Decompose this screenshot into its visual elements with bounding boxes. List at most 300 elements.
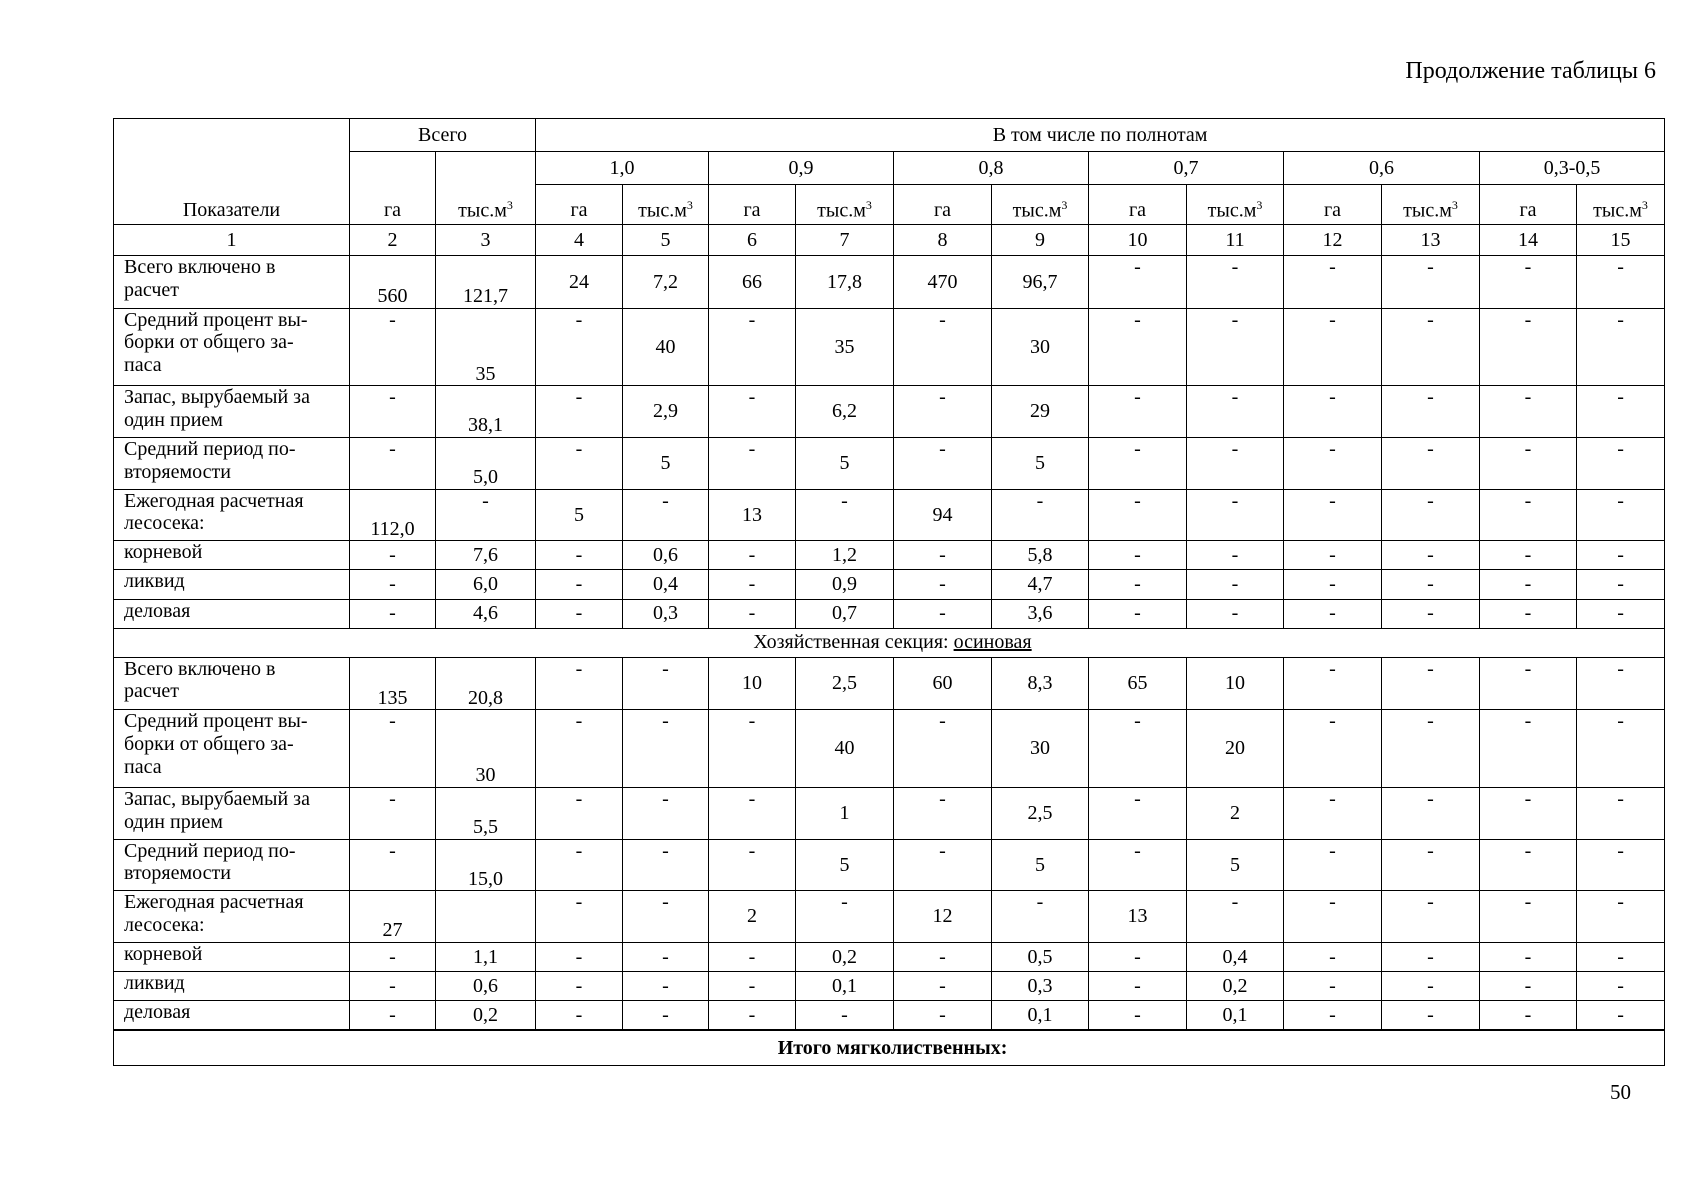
table-cell: - (1284, 541, 1382, 570)
table-cell: 0,7 (796, 599, 894, 628)
table-cell: - (709, 438, 796, 490)
table-cell: 20 (1187, 710, 1284, 788)
table-cell: 112,0 (350, 489, 436, 541)
table-cell: - (1480, 489, 1577, 541)
column-number: 1 (114, 225, 350, 256)
table-cell: - (1382, 541, 1480, 570)
table-cell: 470 (894, 256, 992, 309)
table-cell: - (1480, 657, 1577, 710)
column-number: 14 (1480, 225, 1577, 256)
table-row (114, 438, 1665, 490)
table-cell: - (894, 386, 992, 438)
table-cell: - (1382, 710, 1480, 788)
table-cell: - (796, 1001, 894, 1030)
table-cell: 6,0 (436, 570, 536, 599)
table-cell: - (536, 943, 623, 972)
row-label: ликвид (114, 972, 350, 1001)
table-cell: - (894, 438, 992, 490)
table-cell: 1 (796, 788, 894, 840)
table-row (114, 943, 1665, 972)
table-cell: 30 (992, 308, 1089, 386)
table-cell: 0,4 (1187, 943, 1284, 972)
table-cell: - (536, 541, 623, 570)
forest-harvest-table (113, 118, 1665, 1066)
table-cell: 24 (536, 256, 623, 309)
column-number: 9 (992, 225, 1089, 256)
table-cell: - (536, 891, 623, 943)
row-label: деловая (114, 1001, 350, 1030)
table-cell: - (1089, 541, 1187, 570)
header-unit-volume: $тыс.м^3$ (1187, 185, 1284, 225)
table-cell: - (894, 943, 992, 972)
table-cell: - (709, 788, 796, 840)
row-label: корневой (114, 541, 350, 570)
table-cell: - (1284, 308, 1382, 386)
table-cell: - (350, 308, 436, 386)
table-cell: 0,2 (796, 943, 894, 972)
row-label: Ежегодная расчетная лесосека: (114, 891, 350, 943)
table-cell: - (709, 541, 796, 570)
table-cell: - (1577, 1001, 1665, 1030)
table-cell: 35 (796, 308, 894, 386)
header-unit-volume: $тыс.м^3$ (1382, 185, 1480, 225)
table-cell: - (1382, 599, 1480, 628)
table-cell: 66 (709, 256, 796, 309)
table-cell: 40 (623, 308, 709, 386)
table-row (114, 710, 1665, 788)
table-cell: - (1382, 788, 1480, 840)
column-number: 3 (436, 225, 536, 256)
table-cell: 40 (796, 710, 894, 788)
row-label: Запас, вырубаемый за один прием (114, 386, 350, 438)
total-label: Итого мягколиственных: (114, 1030, 1665, 1066)
table-cell: - (1480, 570, 1577, 599)
header-density: 0,8 (894, 152, 1089, 185)
table-row (114, 839, 1665, 891)
table-cell: 2,5 (992, 788, 1089, 840)
table-cell: 5 (1187, 839, 1284, 891)
column-number: 10 (1089, 225, 1187, 256)
section-row (114, 628, 1665, 657)
table-cell: - (709, 599, 796, 628)
table-cell: - (1382, 386, 1480, 438)
table-cell: 35 (436, 308, 536, 386)
table-cell: - (623, 972, 709, 1001)
table-cell: - (623, 657, 709, 710)
table-row (114, 386, 1665, 438)
header-total: Всего (350, 119, 536, 152)
table-cell: - (1284, 972, 1382, 1001)
header-density: 0,6 (1284, 152, 1480, 185)
table-cell: 10 (709, 657, 796, 710)
table-cell: 0,5 (992, 943, 1089, 972)
table-cell: - (1382, 308, 1480, 386)
table-cell: - (1577, 308, 1665, 386)
table-cell: - (1187, 599, 1284, 628)
table-cell: - (1187, 256, 1284, 309)
column-number: 15 (1577, 225, 1665, 256)
total-row (114, 1030, 1665, 1066)
table-cell: - (1089, 386, 1187, 438)
table-cell: - (894, 788, 992, 840)
page-number: 50 (1610, 1080, 1631, 1104)
table-cell: - (1480, 541, 1577, 570)
table-cell: 1,2 (796, 541, 894, 570)
table-cell: - (350, 788, 436, 840)
table-cell: - (1577, 570, 1665, 599)
table-cell: - (536, 386, 623, 438)
table-cell: - (1577, 489, 1665, 541)
table-cell: - (350, 386, 436, 438)
row-label: Средний период по- вторяемости (114, 438, 350, 490)
table-row (114, 570, 1665, 599)
row-label: ликвид (114, 570, 350, 599)
table-row (114, 256, 1665, 309)
table-cell: - (1480, 308, 1577, 386)
table-cell: - (350, 1001, 436, 1030)
header-density: 1,0 (536, 152, 709, 185)
table-cell: 13 (1089, 891, 1187, 943)
table-cell: - (1089, 839, 1187, 891)
table-cell: - (623, 839, 709, 891)
header-by-density: В том числе по полнотам (536, 119, 1665, 152)
table-cell: - (350, 541, 436, 570)
table-row (114, 972, 1665, 1001)
table-cell: - (1480, 1001, 1577, 1030)
table-row (114, 308, 1665, 386)
table-cell: 60 (894, 657, 992, 710)
table-cell: - (1187, 541, 1284, 570)
row-label: деловая (114, 599, 350, 628)
header-density: 0,3-0,5 (1480, 152, 1665, 185)
row-label: корневой (114, 943, 350, 972)
table-cell: - (894, 839, 992, 891)
table-cell: - (1284, 1001, 1382, 1030)
table-cell: - (1577, 943, 1665, 972)
header-unit-ha: га (536, 185, 623, 225)
table-cell: - (1382, 891, 1480, 943)
table-cell: - (1480, 972, 1577, 1001)
header-density: 0,9 (709, 152, 894, 185)
table-cell: - (350, 570, 436, 599)
table-cell: - (1577, 788, 1665, 840)
header-unit-ha: га (1284, 185, 1382, 225)
table-cell: - (1284, 943, 1382, 972)
table-cell: 5,0 (436, 438, 536, 490)
table-cell: - (536, 839, 623, 891)
table-cell: - (1480, 839, 1577, 891)
table-cell: 0,1 (796, 972, 894, 1001)
table-cell: 2,5 (796, 657, 894, 710)
table-cell: 30 (992, 710, 1089, 788)
table-cell: 4,6 (436, 599, 536, 628)
table-cell: - (894, 570, 992, 599)
table-cell: - (1480, 386, 1577, 438)
header-unit-ha: га (709, 185, 796, 225)
table-cell: - (1382, 839, 1480, 891)
table-cell: - (894, 972, 992, 1001)
table-cell: 560 (350, 256, 436, 309)
table-cell: - (536, 657, 623, 710)
table-cell: - (1187, 438, 1284, 490)
table-cell: 5,5 (436, 788, 536, 840)
table-cell: 94 (894, 489, 992, 541)
table-cell: - (1187, 386, 1284, 438)
table-cell: 0,4 (623, 570, 709, 599)
table-cell: - (1382, 943, 1480, 972)
table-cell: - (350, 839, 436, 891)
table-cell: - (1284, 386, 1382, 438)
table-cell: 0,2 (436, 1001, 536, 1030)
header-unit-ha: га (1480, 185, 1577, 225)
table-cell (436, 891, 536, 943)
table-cell: - (992, 489, 1089, 541)
table-cell: 0,2 (1187, 972, 1284, 1001)
table-cell: 96,7 (992, 256, 1089, 309)
table-cell: - (350, 438, 436, 490)
table-cell: 6,2 (796, 386, 894, 438)
table-cell: - (709, 839, 796, 891)
table-cell: - (894, 1001, 992, 1030)
table-cell: 5 (992, 839, 1089, 891)
table-cell: 13 (709, 489, 796, 541)
table-cell: - (1089, 972, 1187, 1001)
column-number: 2 (350, 225, 436, 256)
table-cell: - (536, 599, 623, 628)
table-cell: - (350, 599, 436, 628)
table-row (114, 489, 1665, 541)
table-cell: - (992, 891, 1089, 943)
column-numbers-row (114, 225, 1665, 256)
table-row (114, 599, 1665, 628)
header-unit-ha: га (894, 185, 992, 225)
table-cell: 10 (1187, 657, 1284, 710)
table-cell: - (1577, 657, 1665, 710)
table-cell: - (536, 710, 623, 788)
table-cell: - (1480, 438, 1577, 490)
table-cell: - (709, 570, 796, 599)
table-cell: - (1089, 256, 1187, 309)
header-unit-volume: $тыс.м^3$ (436, 152, 536, 225)
header-unit-volume: $тыс.м^3$ (796, 185, 894, 225)
table-cell: - (1187, 570, 1284, 599)
table-cell: - (1577, 438, 1665, 490)
table-cell: - (1284, 710, 1382, 788)
table-cell: - (1089, 710, 1187, 788)
table-cell: - (709, 972, 796, 1001)
table-cell: - (894, 599, 992, 628)
table-cell: - (536, 788, 623, 840)
table-cell: - (1480, 788, 1577, 840)
table-cell: - (536, 972, 623, 1001)
row-label: Средний период по- вторяемости (114, 839, 350, 891)
table-cell: - (796, 489, 894, 541)
table-cell: - (1089, 599, 1187, 628)
table-cell: - (1480, 891, 1577, 943)
header-unit-volume: $тыс.м^3$ (1577, 185, 1665, 225)
table-cell: 0,9 (796, 570, 894, 599)
table-cell: - (536, 570, 623, 599)
table-cell: 2 (709, 891, 796, 943)
table-cell: - (1284, 489, 1382, 541)
table-cell: - (536, 1001, 623, 1030)
table-cell: 5 (536, 489, 623, 541)
table-cell: - (1577, 972, 1665, 1001)
table-cell: - (1577, 599, 1665, 628)
header-unit-ha: га (350, 152, 436, 225)
table-cell: - (894, 308, 992, 386)
table-cell: - (623, 710, 709, 788)
table-cell: 3,6 (992, 599, 1089, 628)
table-cell: - (350, 972, 436, 1001)
column-number: 4 (536, 225, 623, 256)
table-cell: 121,7 (436, 256, 536, 309)
table-cell: 38,1 (436, 386, 536, 438)
table-cell: 4,7 (992, 570, 1089, 599)
table-cell: - (709, 1001, 796, 1030)
table-cell: 0,1 (992, 1001, 1089, 1030)
table-cell: 27 (350, 891, 436, 943)
column-number: 11 (1187, 225, 1284, 256)
table-cell: - (1089, 788, 1187, 840)
table-cell: - (1382, 438, 1480, 490)
table-cell: - (1187, 489, 1284, 541)
table-cell: - (1577, 256, 1665, 309)
table-cell: - (1577, 839, 1665, 891)
table-cell: 135 (350, 657, 436, 710)
table-cell: - (709, 943, 796, 972)
table-cell: - (1187, 308, 1284, 386)
table-cell: - (1284, 891, 1382, 943)
header-unit-volume: $тыс.м^3$ (623, 185, 709, 225)
row-label: Средний процент вы- борки от общего за- паса (114, 710, 350, 788)
table-cell: - (623, 943, 709, 972)
table-cell: 29 (992, 386, 1089, 438)
column-number: 13 (1382, 225, 1480, 256)
table-cell: - (1089, 308, 1187, 386)
table-cell: - (1284, 438, 1382, 490)
header-unit-ha: га (1089, 185, 1187, 225)
row-label: Запас, вырубаемый за один прием (114, 788, 350, 840)
table-row (114, 788, 1665, 840)
table-cell: - (1089, 943, 1187, 972)
table-cell: 5 (623, 438, 709, 490)
table-cell: 5 (796, 438, 894, 490)
table-cell: 30 (436, 710, 536, 788)
table-cell: 0,1 (1187, 1001, 1284, 1030)
table-cell: - (1480, 599, 1577, 628)
table-row (114, 657, 1665, 710)
table-cell: - (1089, 438, 1187, 490)
table-cell: 7,6 (436, 541, 536, 570)
table-cell: 1,1 (436, 943, 536, 972)
table-row (114, 541, 1665, 570)
table-cell: - (1284, 256, 1382, 309)
table-cell: - (623, 489, 709, 541)
table-cell: - (1089, 489, 1187, 541)
table-cell: - (436, 489, 536, 541)
header-indicators: Показатели (114, 119, 350, 225)
table-cell: 20,8 (436, 657, 536, 710)
table-cell: - (350, 710, 436, 788)
table-cell: - (1480, 943, 1577, 972)
table-cell: - (709, 386, 796, 438)
table-cell: - (623, 1001, 709, 1030)
table-cell: - (894, 710, 992, 788)
column-number: 6 (709, 225, 796, 256)
table-cell: - (1480, 256, 1577, 309)
table-cell: - (1382, 972, 1480, 1001)
table-cell: - (894, 541, 992, 570)
table-cell: 5,8 (992, 541, 1089, 570)
table-cell: - (1577, 891, 1665, 943)
table-cell: - (1089, 570, 1187, 599)
table-cell: 65 (1089, 657, 1187, 710)
table-cell: 0,6 (436, 972, 536, 1001)
table-cell: - (1577, 710, 1665, 788)
table-cell: - (350, 943, 436, 972)
table-cell: - (1089, 1001, 1187, 1030)
table-row (114, 891, 1665, 943)
table-cell: 2 (1187, 788, 1284, 840)
column-number: 8 (894, 225, 992, 256)
table-cell: 15,0 (436, 839, 536, 891)
header-unit-volume: $тыс.м^3$ (992, 185, 1089, 225)
table-cell: - (1577, 386, 1665, 438)
table-cell: - (1284, 570, 1382, 599)
table-cell: - (709, 308, 796, 386)
row-label: Всего включено в расчет (114, 256, 350, 309)
table-cell: - (1382, 1001, 1480, 1030)
row-label: Всего включено в расчет (114, 657, 350, 710)
table-cell: - (796, 891, 894, 943)
table-cell: - (536, 438, 623, 490)
table-cell: - (1480, 710, 1577, 788)
continuation-title: Продолжение таблицы 6 (1405, 58, 1656, 84)
table-cell: 0,6 (623, 541, 709, 570)
table-cell: 8,3 (992, 657, 1089, 710)
table-cell: 0,3 (623, 599, 709, 628)
table-cell: - (623, 891, 709, 943)
column-number: 12 (1284, 225, 1382, 256)
table-cell: - (709, 710, 796, 788)
header-density: 0,7 (1089, 152, 1284, 185)
row-label: Средний процент вы- борки от общего за- паса (114, 308, 350, 386)
table-cell: 2,9 (623, 386, 709, 438)
section-label: Хозяйственная секция: осиновая (114, 628, 1665, 657)
table-cell: - (623, 788, 709, 840)
table-cell: - (1577, 541, 1665, 570)
column-number: 5 (623, 225, 709, 256)
table-cell: - (1284, 839, 1382, 891)
table-cell: - (1284, 788, 1382, 840)
table-cell: 12 (894, 891, 992, 943)
table-cell: - (1382, 657, 1480, 710)
table-cell: - (1284, 657, 1382, 710)
table-cell: 17,8 (796, 256, 894, 309)
table-cell: - (1382, 570, 1480, 599)
table-cell: - (536, 308, 623, 386)
table-cell: 0,3 (992, 972, 1089, 1001)
table-cell: - (1382, 489, 1480, 541)
table-cell: 5 (992, 438, 1089, 490)
row-label: Ежегодная расчетная лесосека: (114, 489, 350, 541)
table-cell: 5 (796, 839, 894, 891)
table-cell: 7,2 (623, 256, 709, 309)
table-row (114, 1001, 1665, 1030)
column-number: 7 (796, 225, 894, 256)
section-name: осиновая (953, 631, 1032, 654)
